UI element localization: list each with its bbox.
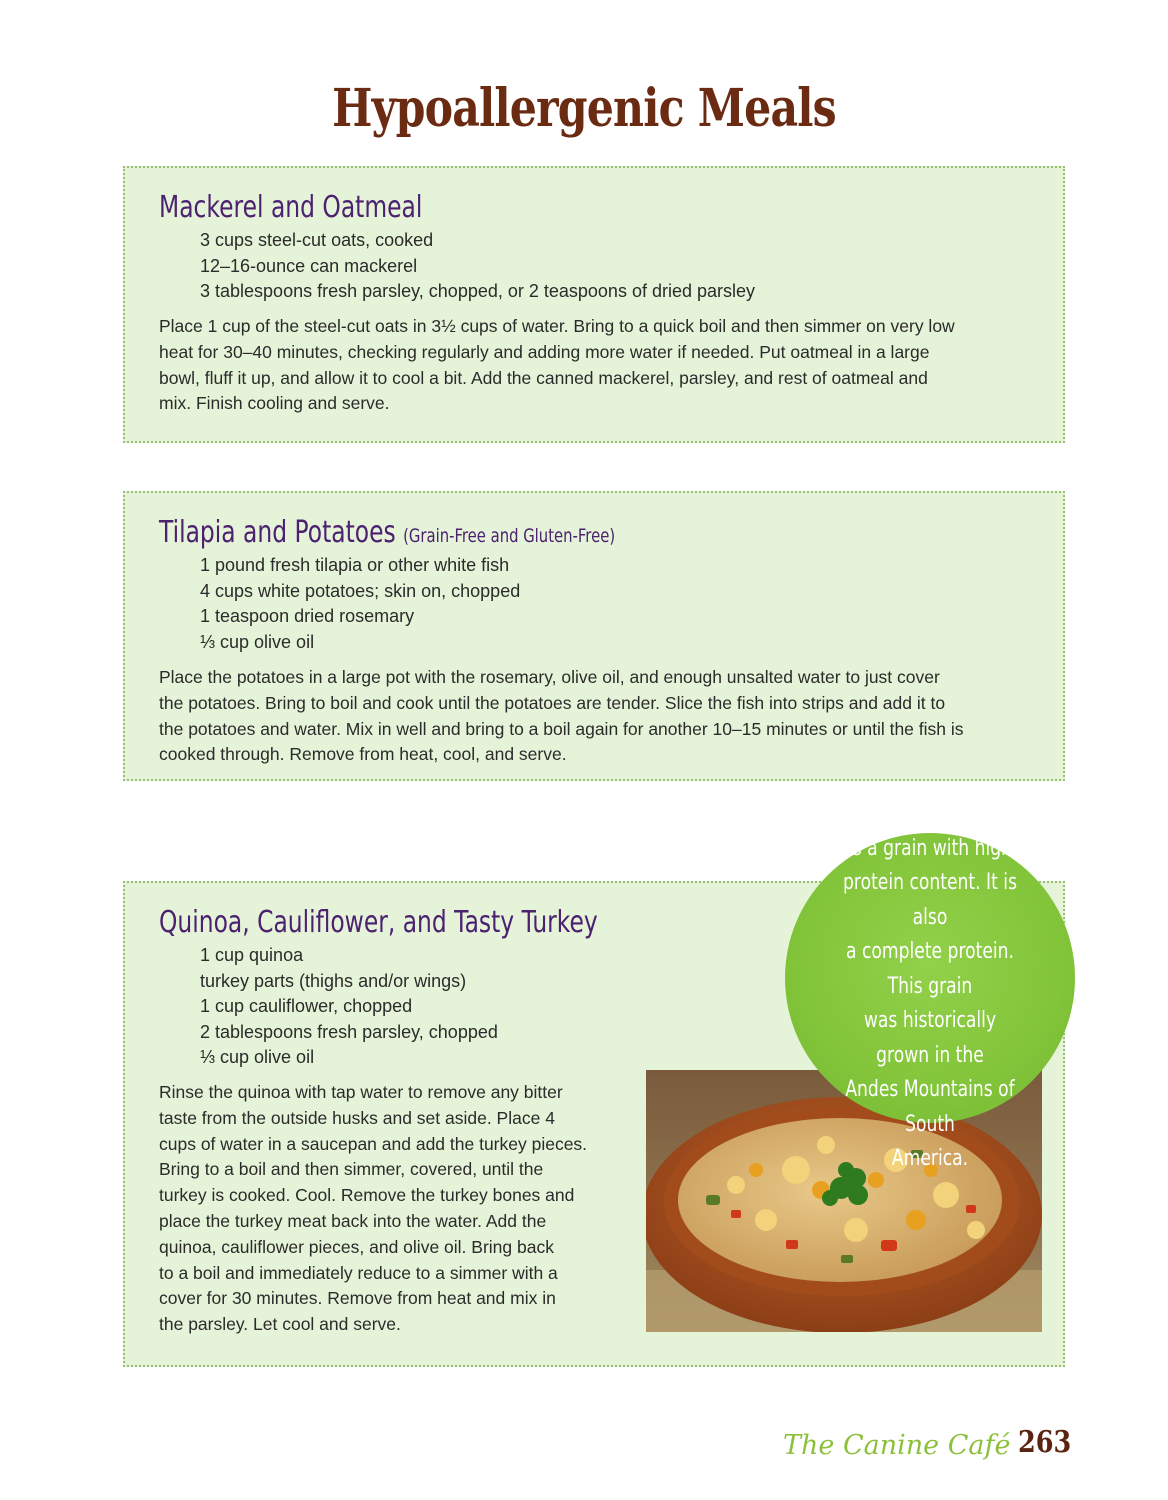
page-number: 263 — [1018, 1425, 1072, 1460]
directions-line: quinoa, cauliflower pieces, and olive oil. Bring back — [159, 1236, 554, 1257]
directions-line: heat for 30–40 minutes, checking regularly and adding more water if needed. Put oatmeal in a large — [159, 341, 930, 362]
ingredient-list — [200, 553, 520, 655]
ingredient-item: 3 cups steel-cut oats, cooked — [200, 230, 434, 250]
callout-line: was historically grown in the — [863, 1008, 997, 1068]
recipe-title-text: Mackerel and Oatmeal — [159, 190, 423, 225]
recipe-card-mackerel — [123, 166, 1065, 443]
page-title: Hypoallergenic Meals — [332, 78, 836, 139]
directions-line: cooked through. Remove from heat, cool, and serve. — [159, 744, 567, 765]
footer-book-title: The Canine Café — [783, 1430, 1011, 1461]
directions-line: mix. Finish cooling and serve. — [159, 393, 390, 414]
callout-line: is a grain with high — [848, 835, 1012, 861]
directions-line: bowl, fluff it up, and allow it to cool a bit. Add the canned mackerel, parsley, and rest of oatmeal and — [159, 367, 928, 388]
directions-line: the parsley. Let cool and serve. — [159, 1314, 401, 1335]
ingredient-item: turkey parts (thighs and/or wings) — [200, 970, 467, 991]
recipe-title — [159, 515, 615, 550]
callout-line: protein content. It is also — [842, 870, 1018, 930]
callout-line: Andes Mountains of South — [845, 1077, 1015, 1137]
directions-line: cups of water in a saucepan and add the turkey pieces. — [159, 1133, 588, 1154]
ingredient-list — [200, 228, 755, 305]
directions-line: Place 1 cup of the steel-cut oats in 3½ cups of water. Bring to a quick boil and then simmer on very low — [159, 316, 955, 336]
quinoa-fact-callout — [785, 801, 1075, 1172]
directions-line: to a boil and immediately reduce to a simmer with a — [159, 1262, 558, 1283]
recipe-title — [159, 190, 422, 225]
ingredient-item: 1 teaspoon dried rosemary — [200, 606, 415, 626]
directions-line: Place the potatoes in a large pot with the rosemary, olive oil, and enough unsalted water to just cover — [159, 667, 940, 687]
directions-line: cover for 30 minutes. Remove from heat and mix in — [159, 1288, 556, 1309]
directions-line: turkey is cooked. Cool. Remove the turkey bones and — [159, 1185, 575, 1206]
callout-text — [840, 797, 1019, 1177]
recipe-title — [159, 905, 598, 940]
callout-line: Quinoa — [899, 801, 961, 827]
directions-text — [159, 665, 964, 768]
directions-line: taste from the outside husks and set aside. Place 4 — [159, 1107, 555, 1128]
ingredient-list — [200, 943, 498, 1071]
ingredient-item: 4 cups white potatoes; skin on, chopped — [200, 580, 521, 601]
directions-line: place the turkey meat back into the water. Add the — [159, 1210, 547, 1231]
directions-line: the potatoes and water. Mix in well and bring to a boil again for another 10–15 minutes or until the fish is — [159, 718, 964, 739]
recipe-card-tilapia — [123, 491, 1065, 781]
ingredient-item: 12–16-ounce can mackerel — [200, 255, 418, 276]
ingredient-item: 1 pound fresh tilapia or other white fish — [200, 555, 510, 575]
ingredient-item: 2 tablespoons fresh parsley, chopped — [200, 1021, 498, 1042]
recipe-title-text: Tilapia and Potatoes — [159, 515, 396, 550]
directions-line: Bring to a boil and then simmer, covered, until the — [159, 1159, 544, 1180]
directions-text — [159, 314, 955, 417]
recipe-subtitle: (Grain-Free and Gluten-Free) — [403, 525, 616, 547]
directions-line: Rinse the quinoa with tap water to remove any bitter — [159, 1082, 563, 1102]
recipe-title-text: Quinoa, Cauliflower, and Tasty Turkey — [159, 905, 598, 940]
ingredient-item: 3 tablespoons fresh parsley, chopped, or 2 teaspoons of dried parsley — [200, 281, 756, 301]
directions-text — [159, 1080, 587, 1338]
directions-line: the potatoes. Bring to boil and cook until the potatoes are tender. Slice the fish into strips and add it to — [159, 692, 946, 713]
ingredient-item: ⅓ cup olive oil — [200, 1047, 315, 1067]
callout-line: a complete protein. This grain — [845, 939, 1015, 999]
callout-line: America. — [891, 1146, 969, 1172]
ingredient-item: 1 cup quinoa — [200, 945, 304, 965]
ingredient-item: 1 cup cauliflower, chopped — [200, 996, 413, 1016]
ingredient-item: ⅓ cup olive oil — [200, 631, 315, 652]
